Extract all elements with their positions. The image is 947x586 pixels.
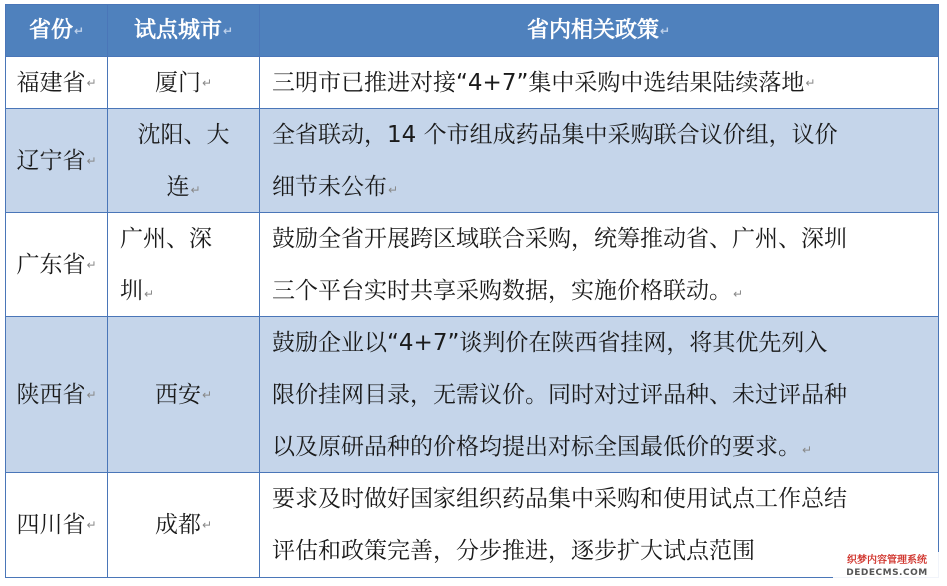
header-province-label: 省份 (28, 17, 73, 43)
table-row (6, 213, 938, 317)
policy-text-line: 以及原研品种的价格均提出对标全国最低价的要求。 (272, 434, 801, 460)
city-text-line: 连 (166, 174, 190, 200)
table-row (6, 317, 938, 473)
paragraph-mark-icon: ↵ (201, 75, 213, 90)
city-cell (108, 57, 260, 108)
province-text: 辽宁省 (16, 147, 86, 174)
paragraph-mark-icon: ↵ (86, 75, 97, 90)
paragraph-mark-icon: ↵ (86, 387, 97, 402)
paragraph-mark-icon: ↵ (86, 153, 97, 168)
watermark-line2: DEDECMS.COM (846, 568, 928, 578)
province-text: 四川省 (16, 512, 86, 538)
city-text-line: 广州、深 (120, 226, 212, 252)
city-text: 成都 (154, 512, 201, 538)
policy-cell (260, 317, 937, 472)
policy-table (5, 4, 939, 578)
province-text: 陕西省 (16, 381, 86, 408)
paragraph-mark-icon: ↵ (73, 23, 85, 38)
paragraph-mark-icon: ↵ (201, 387, 213, 402)
paragraph-mark-icon: ↵ (144, 287, 155, 301)
city-text: 厦门 (154, 69, 201, 96)
paragraph-mark-icon: ↵ (805, 75, 816, 90)
header-province (6, 5, 108, 56)
header-policy-label: 省内相关政策 (526, 17, 659, 43)
table-row (6, 109, 938, 213)
policy-cell (260, 109, 937, 212)
city-text-line: 圳 (120, 278, 143, 304)
watermark-logo (833, 552, 941, 582)
paragraph-mark-icon: ↵ (86, 257, 97, 272)
policy-text-line-wrap (272, 265, 937, 320)
policy-text: 三明市已推进对接“4+7”集中采购中选结果陆续落地 (272, 69, 805, 96)
province-text: 福建省 (16, 69, 86, 96)
paragraph-mark-icon: ↵ (201, 518, 213, 532)
province-text: 广东省 (16, 251, 86, 278)
city-text-line-wrap (120, 265, 259, 320)
policy-text-line: 细节未公布 (272, 174, 387, 200)
paragraph-mark-icon: ↵ (388, 183, 399, 197)
policy-text-line: 全省联动，14 个市组成药品集中采购联合议价组，议价 (272, 122, 838, 148)
paragraph-mark-icon: ↵ (733, 287, 744, 301)
city-cell (108, 473, 260, 577)
policy-text-line-wrap (272, 421, 937, 476)
header-city-label: 试点城市 (133, 17, 222, 43)
paragraph-mark-icon: ↵ (190, 183, 201, 197)
city-cell (108, 109, 260, 212)
header-policy (260, 5, 937, 56)
province-cell (6, 317, 108, 472)
policy-cell (260, 57, 937, 108)
policy-text-line: 三个平台实时共享采购数据，实施价格联动。 (272, 278, 732, 304)
paragraph-mark-icon: ↵ (802, 443, 813, 457)
city-cell (108, 213, 260, 316)
header-city (108, 5, 260, 56)
table-row (6, 473, 938, 577)
policy-text-line: 限价挂网目录，无需议价。同时对过评品种、未过评品种 (272, 382, 847, 408)
province-cell (6, 109, 108, 212)
city-text: 西安 (154, 381, 201, 408)
province-cell (6, 213, 108, 316)
policy-text-line: 鼓励全省开展跨区域联合采购，统筹推动省、广州、深圳 (272, 226, 847, 252)
province-cell (6, 473, 108, 577)
city-text-line-wrap (108, 161, 259, 216)
province-cell (6, 57, 108, 108)
paragraph-mark-icon: ↵ (222, 23, 234, 38)
table-row (6, 57, 938, 109)
policy-text-line: 鼓励企业以“4+7”谈判价在陕西省挂网，将其优先列入 (272, 330, 828, 356)
paragraph-mark-icon: ↵ (86, 518, 97, 532)
policy-text-line: 要求及时做好国家组织药品集中采购和使用试点工作总结 (272, 486, 847, 512)
policy-text-line-wrap (272, 161, 937, 216)
table-header-row (6, 5, 938, 57)
paragraph-mark-icon: ↵ (659, 23, 671, 38)
city-text-line: 沈阳、大 (137, 122, 230, 148)
policy-cell (260, 213, 937, 316)
policy-text-line: 评估和政策完善，分步推进，逐步扩大试点范围 (272, 538, 755, 564)
city-cell (108, 317, 260, 472)
watermark-line1: 织梦内容管理系统 (847, 555, 927, 566)
